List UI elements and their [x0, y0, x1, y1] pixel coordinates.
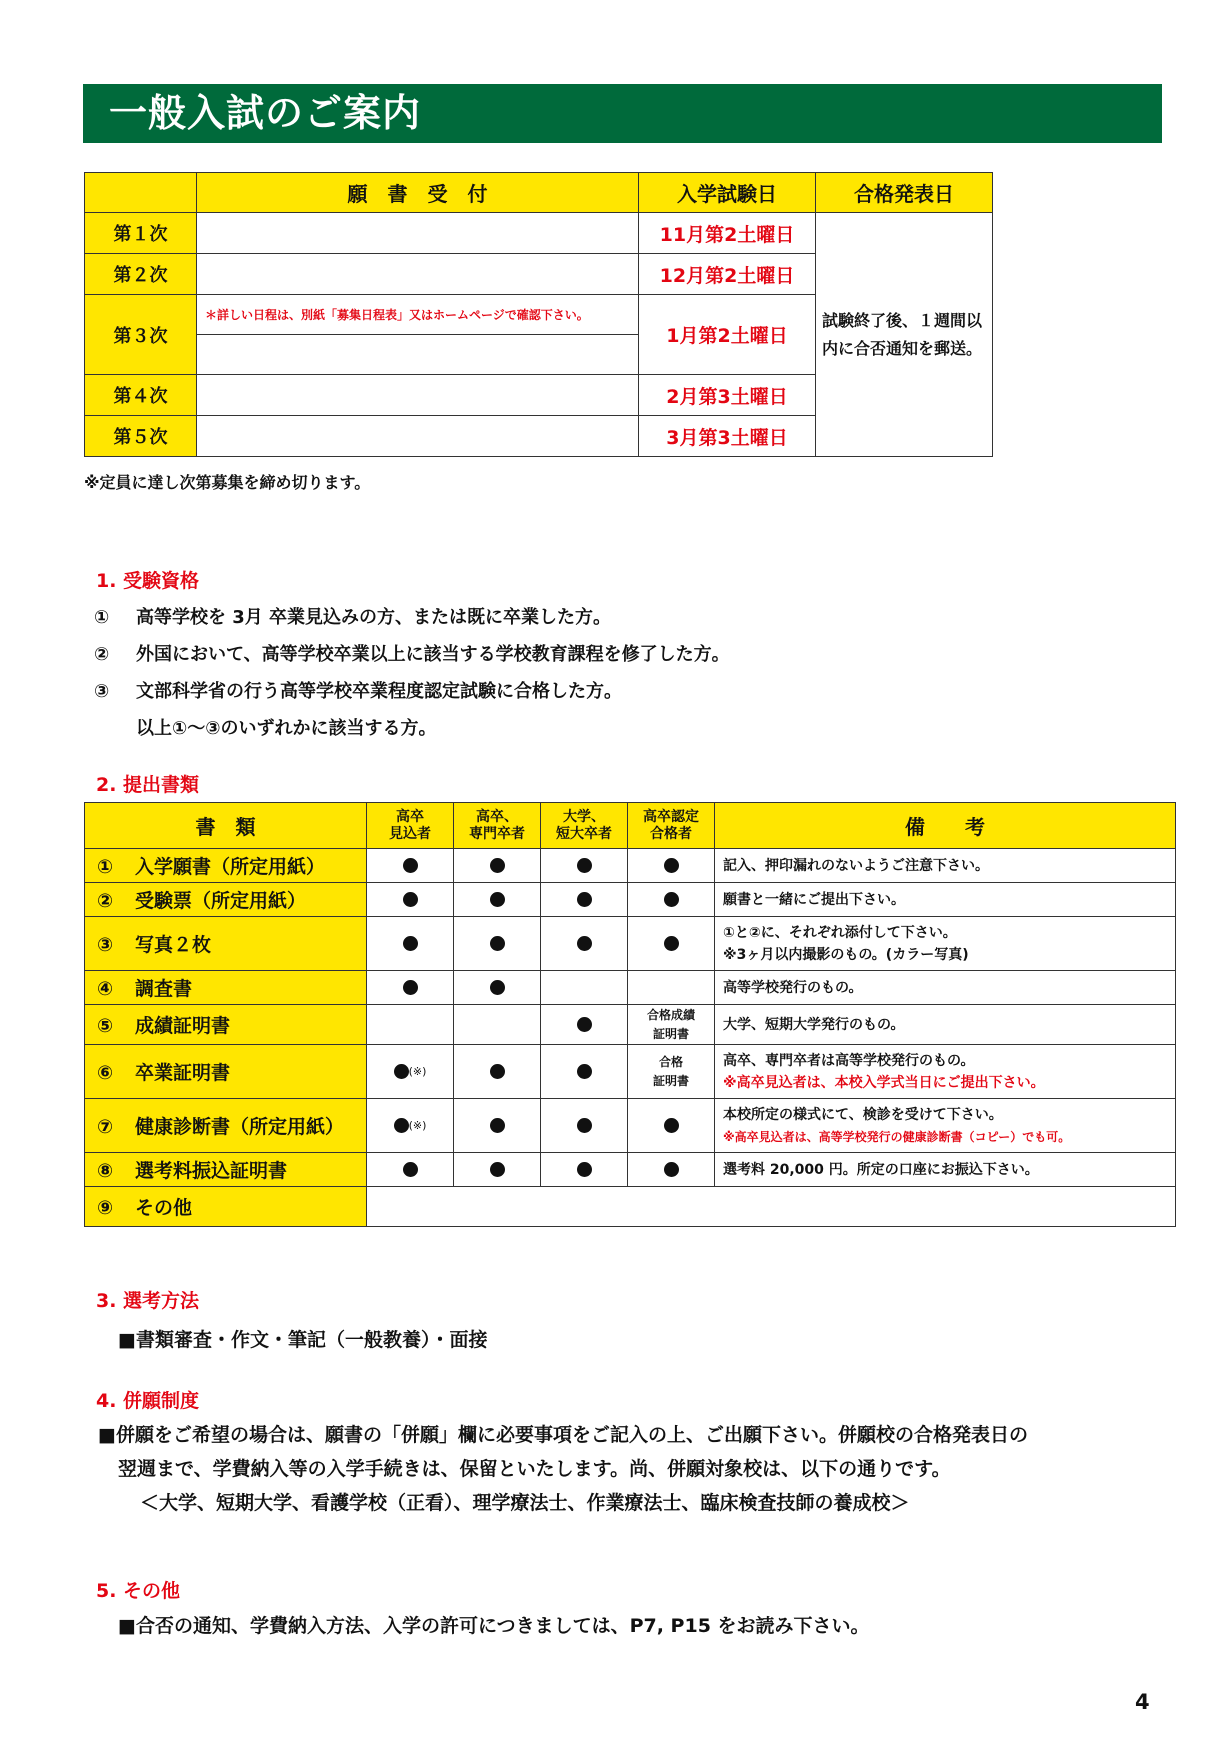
empty-cell: [628, 971, 715, 1005]
docs-header-name: 書 類: [85, 803, 367, 849]
required-mark: [367, 917, 454, 971]
document-row: [85, 849, 1176, 883]
empty-cell: [454, 1005, 541, 1045]
item-text: 文部科学省の行う高等学校卒業程度認定試験に合格した方。: [136, 681, 622, 702]
document-remark: 大学、短期大学発行のもの。: [715, 1005, 1176, 1045]
document-remark: 記入、押印漏れのないようご注意下さい。: [715, 849, 1176, 883]
required-mark: (※): [367, 1099, 454, 1153]
document-row: [85, 917, 1176, 971]
page-number: 4: [1135, 1690, 1150, 1714]
alternate-document: 合格 証明書: [628, 1045, 715, 1099]
dual-application-schools: ＜大学、短期大学、看護学校（正看）、理学療法士、作業療法士、臨床検査技師の養成校＞: [140, 1492, 910, 1514]
required-mark: [367, 971, 454, 1005]
exam-date: 3月第3土曜日: [639, 416, 816, 457]
required-mark: [454, 1153, 541, 1187]
document-row: [85, 1005, 1176, 1045]
round-label: 第３次: [85, 295, 197, 375]
required-mark: [454, 1045, 541, 1099]
document-name: ④ 調査書: [85, 971, 367, 1005]
page-title: 一般入試のご案内: [83, 84, 1162, 143]
document-row: [85, 1187, 1176, 1227]
schedule-detail-note: ＊詳しい日程は、別紙「募集日程表」又はホームページで確認下さい。: [197, 295, 639, 335]
section-5-title: 5. その他: [96, 1580, 181, 1602]
required-mark: [454, 917, 541, 971]
application-period: [197, 335, 639, 375]
alternate-document: 合格成績 証明書: [628, 1005, 715, 1045]
document-name: ③ 写真２枚: [85, 917, 367, 971]
selection-method: ■書類審査・作文・筆記（一般教養）・面接: [118, 1329, 488, 1351]
document-row: [85, 1099, 1176, 1153]
round-label: 第５次: [85, 416, 197, 457]
docs-header-hs-equivalency: 高卒認定 合格者: [628, 803, 715, 849]
schedule-footnote: ※定員に達し次第募集を締め切ります。: [84, 473, 371, 492]
eligibility-item: [94, 640, 730, 666]
required-mark: [628, 849, 715, 883]
empty-cell: [367, 1187, 1176, 1227]
round-label: 第４次: [85, 375, 197, 416]
document-remark: 本校所定の様式にて、検診を受けて下さい。 ※高卒見込者は、高等学校発行の健康診断書（コピー）でも可。: [715, 1099, 1176, 1153]
section-3-title: 3. 選考方法: [96, 1290, 200, 1312]
eligibility-item: [94, 603, 611, 629]
dual-application-text-2: 翌週まで、学費納入等の入学手続きは、保留といたします。尚、併願対象校は、以下の通りです。: [118, 1458, 951, 1480]
document-remark: ①と②に、それぞれ添付して下さい。 ※3ヶ月以内撮影のもの。(カラー写真): [715, 917, 1176, 971]
documents-table: [84, 802, 1176, 1227]
eligibility-item: [94, 677, 622, 703]
required-mark: [628, 917, 715, 971]
round-label: 第２次: [85, 254, 197, 295]
empty-cell: [367, 1005, 454, 1045]
document-name: ② 受験票（所定用紙）: [85, 883, 367, 917]
document-remark: 高等学校発行のもの。: [715, 971, 1176, 1005]
document-remark: 高卒、専門卒者は高等学校発行のもの。 ※高卒見込者は、本校入学式当日にご提出下さい。: [715, 1045, 1176, 1099]
schedule-header-exam-date: 入学試験日: [639, 173, 816, 213]
docs-header-university: 大学、 短大卒者: [541, 803, 628, 849]
other-info: ■合否の通知、学費納入方法、入学の許可につきましては、P7, P15 をお読み下さい。: [118, 1615, 870, 1637]
result-announcement: 試験終了後、１週間以内に合否通知を郵送。: [816, 213, 993, 457]
application-period: [197, 375, 639, 416]
document-name: ⑨ その他: [85, 1187, 367, 1227]
schedule-header-result-date: 合格発表日: [816, 173, 993, 213]
document-row: [85, 971, 1176, 1005]
application-period: [197, 213, 639, 254]
required-mark: [454, 1099, 541, 1153]
document-remark: 選考料 20,000 円。所定の口座にお振込下さい。: [715, 1153, 1176, 1187]
required-mark: [541, 1099, 628, 1153]
required-mark: [367, 849, 454, 883]
required-mark: [541, 883, 628, 917]
required-mark: [541, 1045, 628, 1099]
document-name: ⑤ 成績証明書: [85, 1005, 367, 1045]
document-row: [85, 883, 1176, 917]
application-period: [197, 254, 639, 295]
required-mark: [541, 849, 628, 883]
round-label: 第１次: [85, 213, 197, 254]
item-number: ②: [94, 644, 110, 665]
dual-application-text-1: ■併願をご希望の場合は、願書の「併願」欄に必要事項をご記入の上、ご出願下さい。併願校の合格発表日の: [98, 1424, 1028, 1446]
exam-date: 11月第2土曜日: [639, 213, 816, 254]
required-mark: [541, 1153, 628, 1187]
schedule-table: [84, 172, 993, 457]
item-text: 外国において、高等学校卒業以上に該当する学校教育課程を修了した方。: [136, 644, 730, 665]
required-mark: [454, 971, 541, 1005]
required-mark: [541, 1005, 628, 1045]
schedule-row: [85, 213, 993, 254]
application-period: [197, 416, 639, 457]
required-mark: (※): [367, 1045, 454, 1099]
schedule-header-application: 願 書 受 付: [197, 173, 639, 213]
docs-header-hs-vocational: 高卒、 専門卒者: [454, 803, 541, 849]
section-1-title: 1. 受験資格: [96, 570, 200, 592]
empty-cell: [541, 971, 628, 1005]
exam-date: 12月第2土曜日: [639, 254, 816, 295]
exam-date: 2月第3土曜日: [639, 375, 816, 416]
required-mark: [454, 883, 541, 917]
section-2-title: 2. 提出書類: [96, 774, 200, 796]
item-number: ①: [94, 607, 110, 628]
required-mark: [628, 1099, 715, 1153]
required-mark: [541, 917, 628, 971]
schedule-header-blank: [85, 173, 197, 213]
section-4-title: 4. 併願制度: [96, 1390, 200, 1412]
item-number: ③: [94, 681, 110, 702]
required-mark: [367, 1153, 454, 1187]
exam-date: 1月第2土曜日: [639, 295, 816, 375]
required-mark: [628, 1153, 715, 1187]
docs-header-hs-expected: 高卒 見込者: [367, 803, 454, 849]
item-text: 高等学校を 3月 卒業見込みの方、または既に卒業した方。: [136, 607, 612, 628]
document-name: ① 入学願書（所定用紙）: [85, 849, 367, 883]
document-name: ⑥ 卒業証明書: [85, 1045, 367, 1099]
required-mark: [454, 849, 541, 883]
document-name: ⑦ 健康診断書（所定用紙）: [85, 1099, 367, 1153]
document-row: [85, 1045, 1176, 1099]
document-row: [85, 1153, 1176, 1187]
required-mark: [628, 883, 715, 917]
docs-header-remarks: 備 考: [715, 803, 1176, 849]
document-name: ⑧ 選考料振込証明書: [85, 1153, 367, 1187]
document-remark: 願書と一緒にご提出下さい。: [715, 883, 1176, 917]
eligibility-summary: 以上①～③のいずれかに該当する方。: [136, 718, 437, 739]
required-mark: [367, 883, 454, 917]
